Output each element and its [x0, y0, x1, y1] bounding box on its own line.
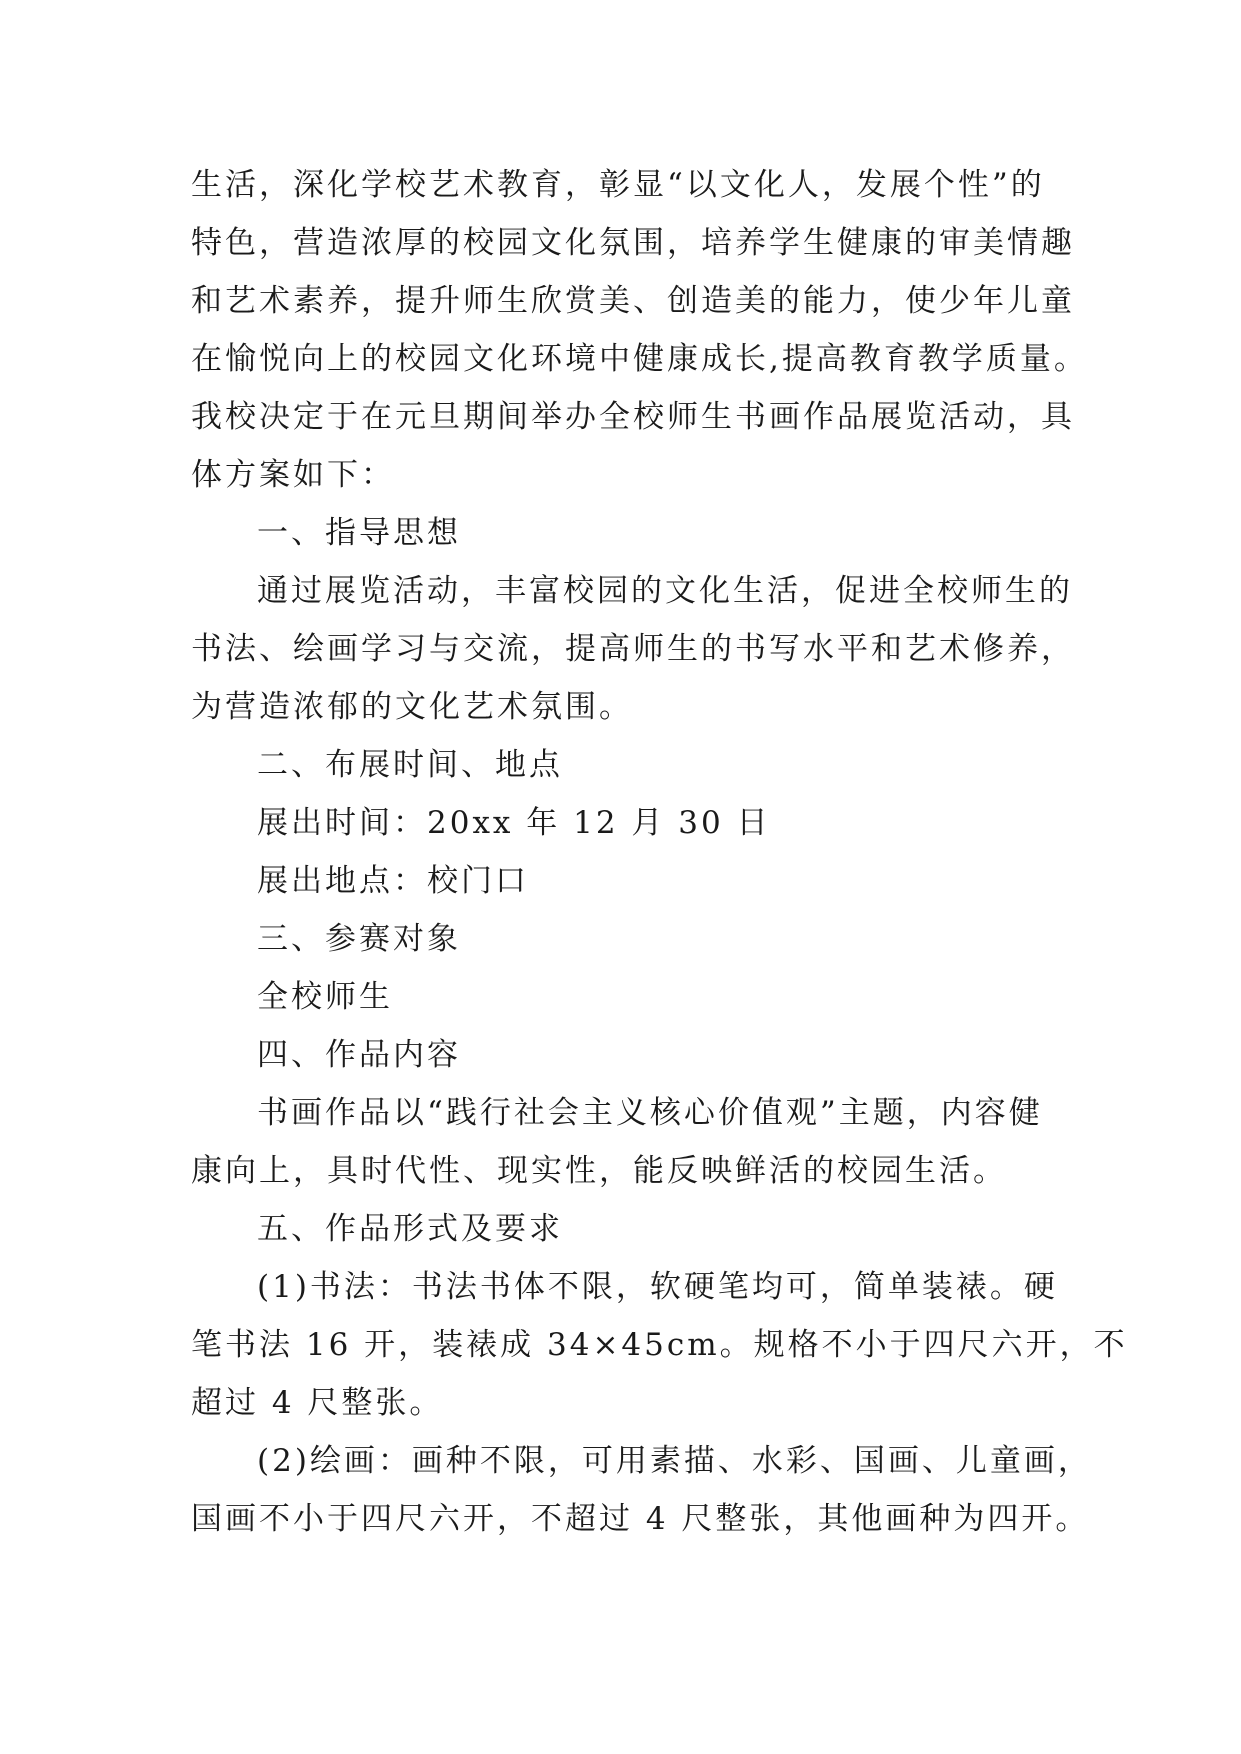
text-line: (1)书法：书法书体不限，软硬笔均可，简单装裱。硬 [257, 1269, 1058, 1305]
text-line: 和艺术素养，提升师生欣赏美、创造美的能力，使少年儿童 [191, 283, 1075, 319]
text-line: 三、参赛对象 [257, 921, 461, 957]
text-line: 国画不小于四尺六开，不超过 4 尺整张，其他画种为四开。 [191, 1501, 1090, 1537]
text-line: 四、作品内容 [257, 1037, 461, 1073]
text-line: 特色，营造浓厚的校园文化氛围，培养学生健康的审美情趣 [191, 225, 1075, 261]
text-line: 在愉悦向上的校园文化环境中健康成长,提高教育教学质量。 [191, 341, 1088, 377]
text-line: 书画作品以“践行社会主义核心价值观”主题，内容健 [257, 1095, 1043, 1131]
text-line: 为营造浓郁的文化艺术氛围。 [191, 689, 633, 725]
text-line: 超过 4 尺整张。 [191, 1385, 444, 1421]
text-line: 书法、绘画学习与交流，提高师生的书写水平和艺术修养， [191, 631, 1075, 667]
text-line: 五、作品形式及要求 [257, 1211, 563, 1247]
text-line: (2)绘画：画种不限，可用素描、水彩、国画、儿童画， [257, 1443, 1092, 1479]
text-line: 一、指导思想 [257, 515, 461, 551]
text-line: 通过展览活动，丰富校园的文化生活，促进全校师生的 [257, 573, 1073, 609]
text-line: 全校师生 [257, 979, 393, 1015]
text-line: 展出时间：20xx 年 12 月 30 日 [257, 805, 771, 841]
text-line: 我校决定于在元旦期间举办全校师生书画作品展览活动，具 [191, 399, 1075, 435]
text-line: 笔书法 16 开，装裱成 34×45cm。规格不小于四尺六开，不 [191, 1327, 1128, 1363]
text-line: 二、布展时间、地点 [257, 747, 563, 783]
text-line: 展出地点：校门口 [257, 863, 529, 899]
document-body [191, 156, 1128, 1548]
text-line: 生活，深化学校艺术教育，彰显“以文化人，发展个性”的 [191, 167, 1045, 203]
text-line: 体方案如下： [191, 457, 395, 493]
text-line: 康向上，具时代性、现实性，能反映鲜活的校园生活。 [191, 1153, 1007, 1189]
